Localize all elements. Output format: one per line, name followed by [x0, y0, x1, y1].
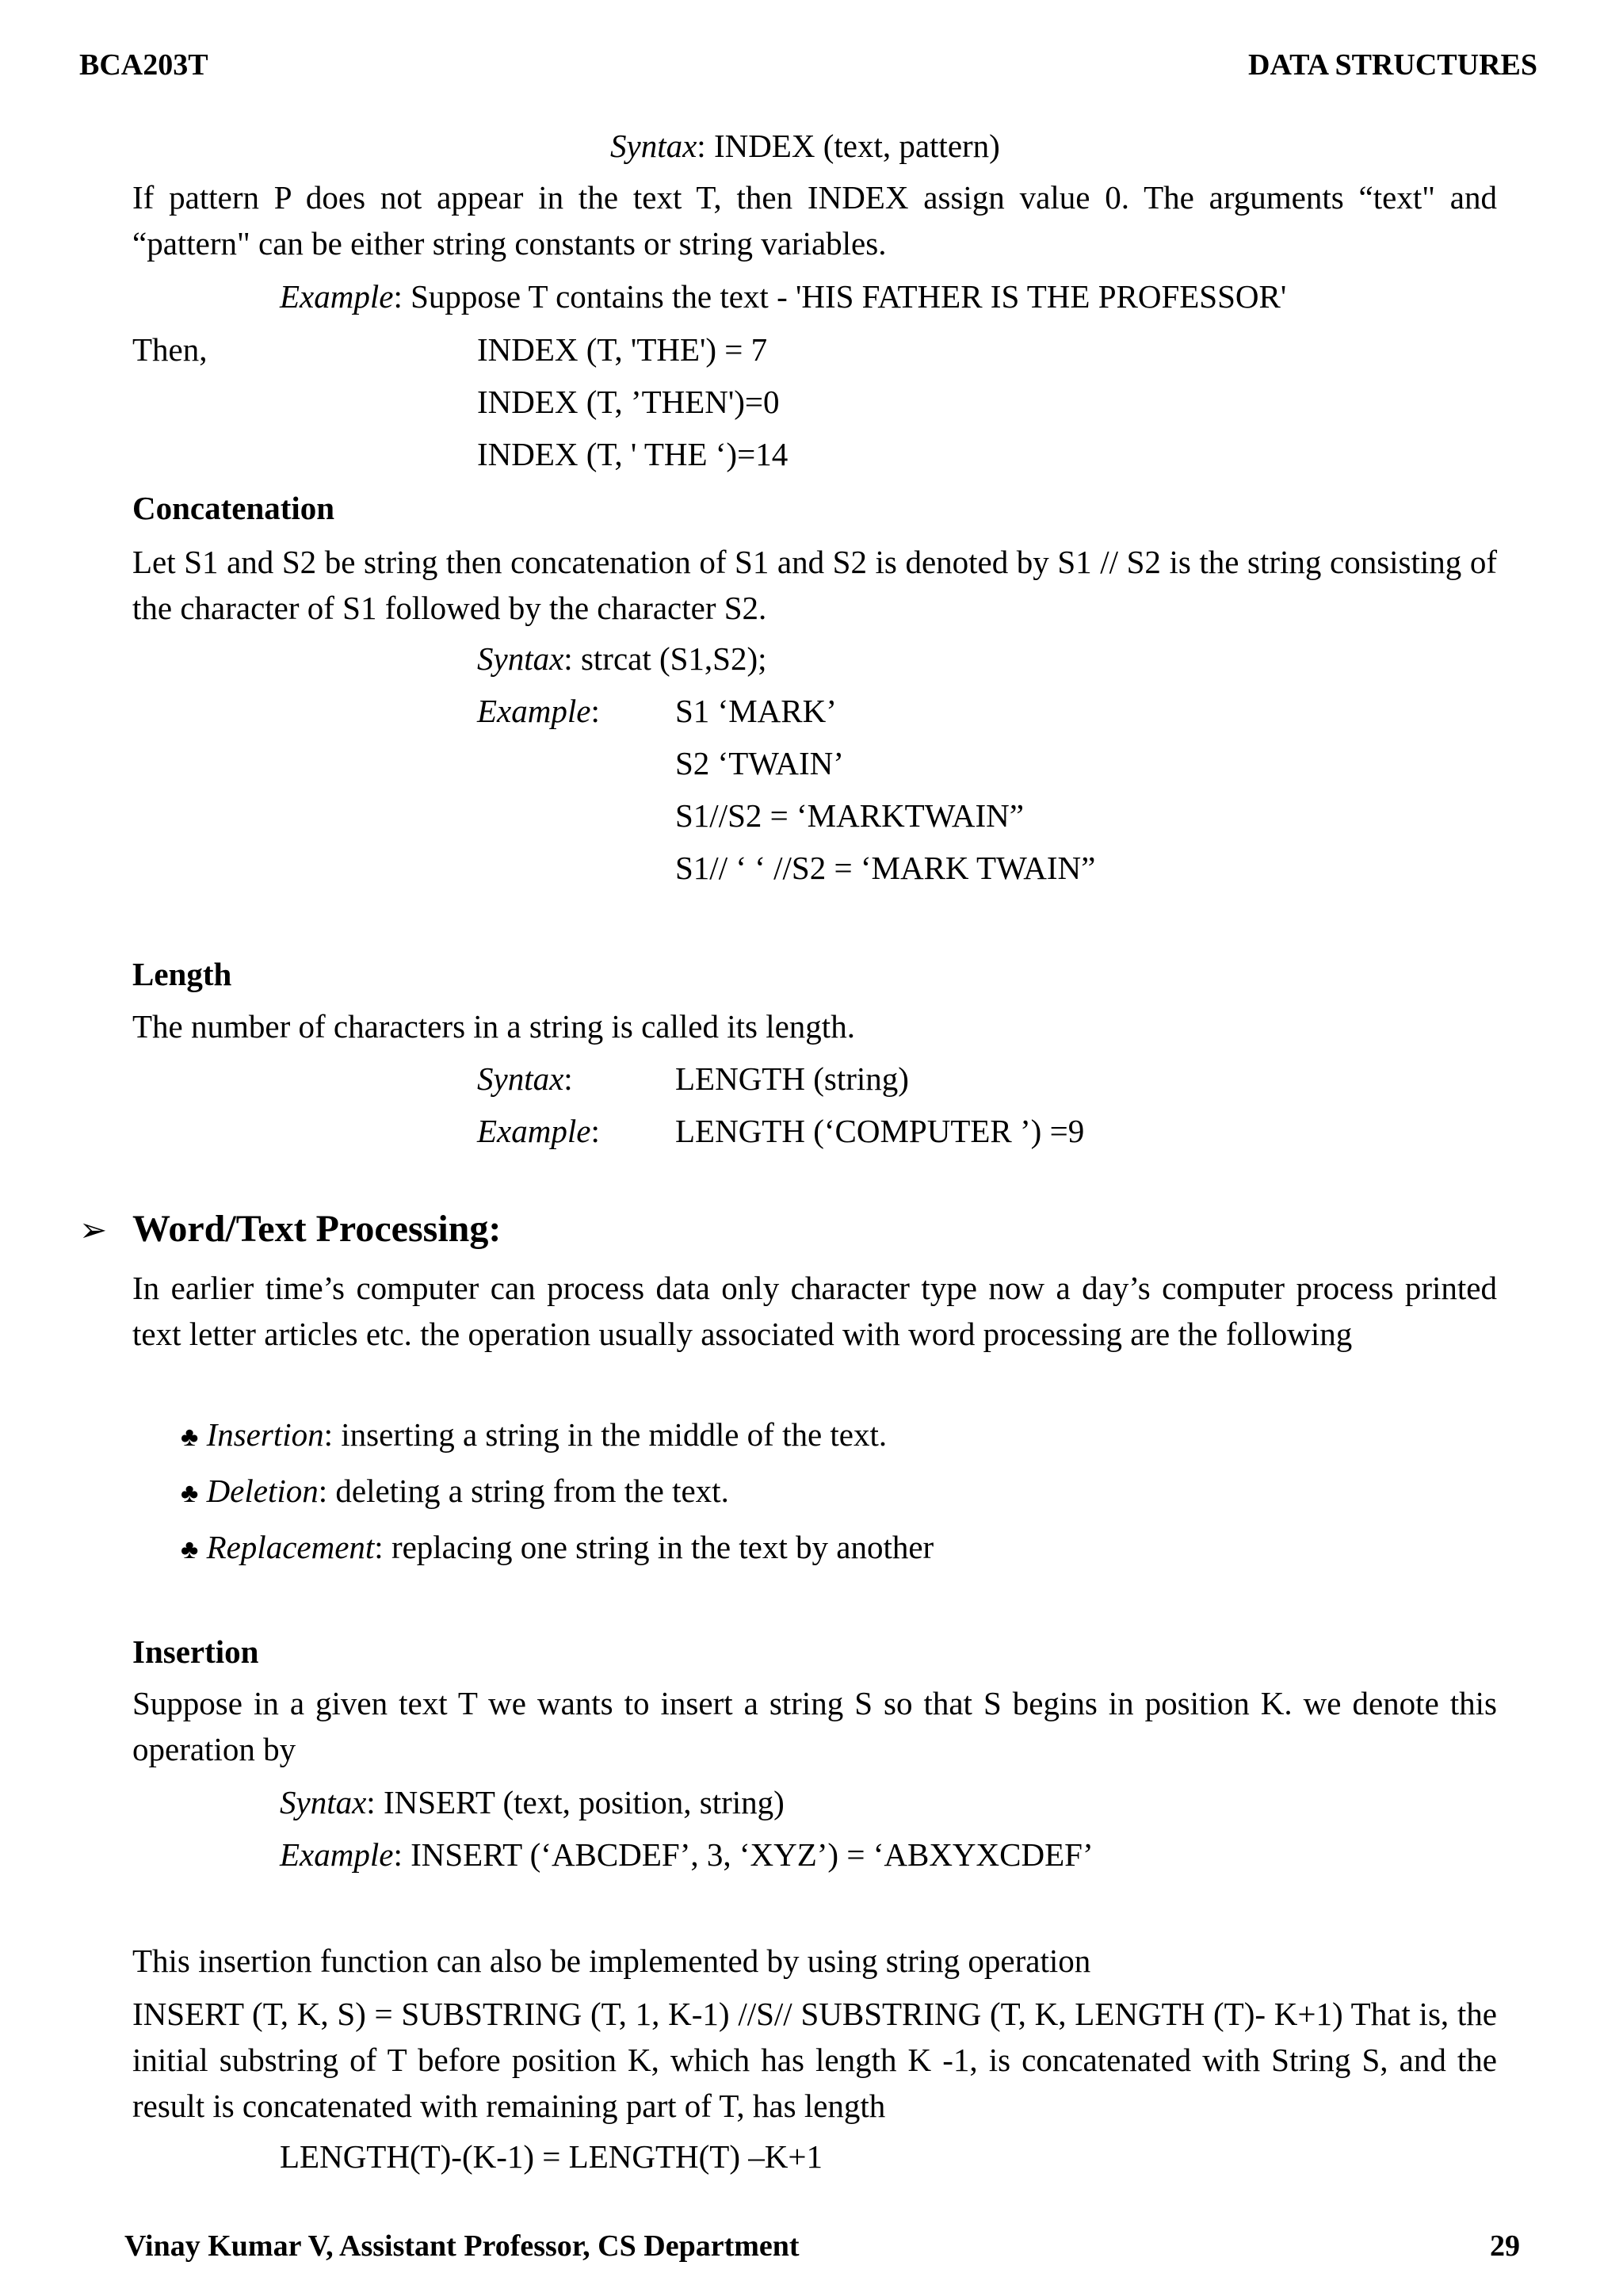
- index-example-line: [280, 277, 1286, 316]
- concatenation-heading: Concatenation: [132, 490, 335, 526]
- insertion-heading: Insertion: [132, 1633, 259, 1670]
- example-label: Example: [280, 278, 394, 315]
- concat-example-4: S1// ‘ ‘ //S2 = ‘MARK TWAIN”: [675, 850, 1096, 886]
- length-heading: Length: [132, 956, 232, 992]
- index-result-2: INDEX (T, ’THEN')=0: [477, 384, 780, 420]
- club-bullet-icon: ♣: [181, 1479, 199, 1508]
- length-example-text: LENGTH (‘COMPUTER ’) =9: [675, 1113, 1085, 1149]
- word-processing-paragraph: In earlier time’s computer can process data only character type now a day’s computer process printed text letter articles etc. the operation usually associated with word processing are the following: [132, 1270, 1497, 1352]
- index-paragraph: If pattern P does not appear in the text T, then INDEX assign value 0. The arguments “text" and “pattern" can be either string constants or string variables.: [132, 179, 1497, 262]
- syntax-label: Syntax: [477, 640, 564, 677]
- list-item-deletion: ♣ Deletion: deleting a string from the text.: [181, 1473, 729, 1509]
- insertion-final-formula: LENGTH(T)-(K-1) = LENGTH(T) –K+1: [280, 2138, 823, 2175]
- concat-example-label: Example:: [477, 693, 600, 729]
- syntax-text: : INDEX (text, pattern): [697, 128, 1000, 164]
- concat-syntax-line: [477, 640, 767, 678]
- insertion-formula-paragraph: INSERT (T, K, S) = SUBSTRING (T, 1, K-1) //S// SUBSTRING (T, K, LENGTH (T)- K+1) That is, the initial substring of T before position K, which has length K -1, is concatenated with String S, and the result is concatenated with remaining part of T, has length: [132, 1996, 1497, 2124]
- club-bullet-icon: ♣: [181, 1423, 199, 1452]
- index-result-1: INDEX (T, 'THE') = 7: [477, 331, 768, 368]
- club-bullet-icon: ♣: [181, 1535, 199, 1564]
- length-example-label: Example:: [477, 1113, 600, 1149]
- insertion-example-line: Example: INSERT (‘ABCDEF’, 3, ‘XYZ’) = ‘ABXYXCDEF’: [280, 1836, 1094, 1873]
- arrow-bullet-icon: ➢: [79, 1213, 108, 1249]
- footer-author: Vinay Kumar V, Assistant Professor, CS Department: [124, 2229, 800, 2263]
- length-syntax-text: LENGTH (string): [675, 1060, 909, 1097]
- index-result-3: INDEX (T, ' THE ‘)=14: [477, 436, 789, 472]
- word-processing-heading: Word/Text Processing:: [132, 1208, 502, 1250]
- concat-example-2: S2 ‘TWAIN’: [675, 745, 844, 781]
- length-syntax-label: Syntax:: [477, 1060, 573, 1097]
- list-item-replacement: ♣ Replacement: replacing one string in the text by another: [181, 1529, 934, 1565]
- concat-example-3: S1//S2 = ‘MARKTWAIN”: [675, 797, 1024, 834]
- insertion-paragraph: Suppose in a given text T we wants to insert a string S so that S begins in position K. we denote this operation by: [132, 1685, 1497, 1767]
- insertion-impl-line: This insertion function can also be implemented by using string operation: [132, 1943, 1091, 1979]
- concatenation-paragraph: Let S1 and S2 be string then concatenation of S1 and S2 is denoted by S1 // S2 is the string consisting of the character of S1 followed by the character S2.: [132, 544, 1497, 626]
- concat-example-1: S1 ‘MARK’: [675, 693, 837, 729]
- syntax-text: : strcat (S1,S2);: [563, 640, 767, 677]
- header-course-code: BCA203T: [79, 48, 208, 82]
- page-number: 29: [1490, 2229, 1520, 2263]
- insertion-syntax-line: Syntax: INSERT (text, position, string): [280, 1784, 785, 1820]
- header-subject-title: DATA STRUCTURES: [1248, 48, 1537, 82]
- syntax-label: Syntax: [610, 128, 697, 164]
- list-item-insertion: ♣ Insertion: inserting a string in the middle of the text.: [181, 1416, 888, 1453]
- then-label: Then,: [132, 331, 208, 368]
- example-text: : Suppose T contains the text - 'HIS FATHER IS THE PROFESSOR': [393, 278, 1287, 315]
- length-paragraph: The number of characters in a string is called its length.: [132, 1008, 855, 1045]
- index-syntax-line: [610, 127, 1000, 166]
